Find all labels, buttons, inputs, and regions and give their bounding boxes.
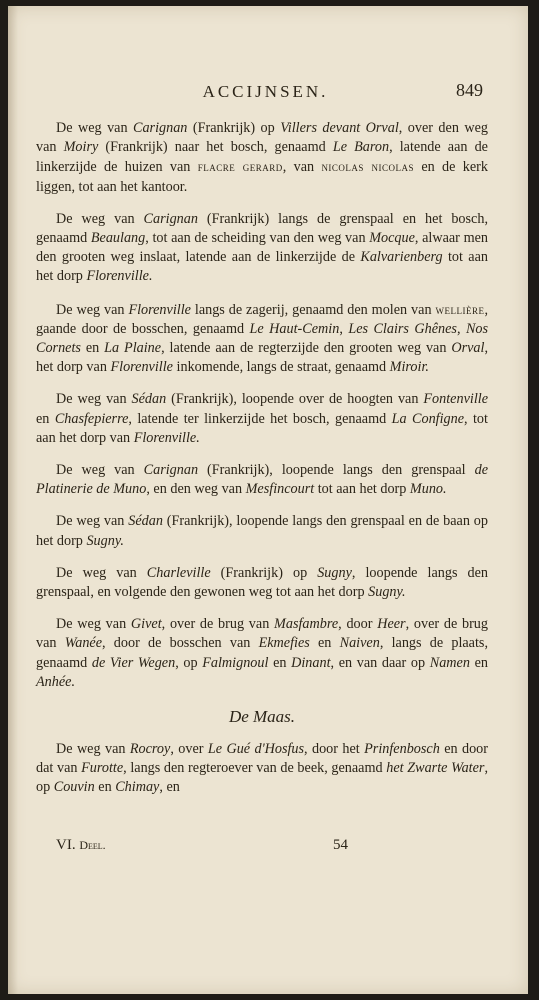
text-run: De weg van bbox=[56, 564, 147, 581]
italic-text: Mesfincourt bbox=[245, 481, 315, 498]
italic-text: Heer bbox=[377, 616, 406, 633]
text-run: De weg van bbox=[56, 616, 131, 633]
signature-mark bbox=[56, 837, 106, 854]
text-run: , bbox=[456, 320, 466, 337]
paragraphs-before-heading bbox=[36, 119, 488, 692]
italic-text: Falmignoul bbox=[202, 654, 269, 671]
text-run: langs de zagerij, genaamd den molen van bbox=[190, 301, 436, 318]
text-run: , door de bosschen van bbox=[102, 635, 259, 652]
text-run: en bbox=[469, 654, 488, 671]
text-run: (Frankrijk) op bbox=[210, 564, 318, 581]
text-run: (Frankrijk) naar het bosch, genaamd bbox=[98, 139, 333, 156]
italic-text: de Vier Wegen bbox=[91, 654, 176, 671]
text-run: De weg van bbox=[56, 301, 129, 318]
text-run: , latende aan de linkerzijde de huizen van bbox=[36, 139, 488, 176]
text-run: tot aan het dorp bbox=[36, 249, 488, 285]
italic-text: Nos Cornets bbox=[36, 320, 489, 357]
text-run: , op bbox=[36, 760, 488, 796]
paragraphs-after-heading bbox=[36, 740, 488, 798]
italic-text: de Platinerie de Muno bbox=[36, 462, 488, 498]
text-run: , en van daar op bbox=[330, 654, 430, 671]
text-run: , latende ter linkerzijde het bosch, genaamd bbox=[128, 410, 392, 427]
paragraph bbox=[36, 119, 488, 197]
running-title: ACCIJNSEN. bbox=[202, 82, 329, 101]
paragraph bbox=[36, 300, 488, 378]
italic-text: Miroir. bbox=[389, 359, 429, 376]
italic-text: Les Clairs Ghênes bbox=[348, 320, 457, 337]
page-number: 849 bbox=[456, 80, 483, 100]
page-footer bbox=[56, 837, 486, 859]
book-page bbox=[8, 6, 528, 994]
page-header bbox=[48, 78, 483, 108]
italic-text: Fontenville bbox=[423, 391, 488, 408]
italic-text: Dinant bbox=[291, 654, 331, 671]
italic-text: Muno. bbox=[409, 481, 447, 498]
text-run: , gaande door de bosschen, genaamd bbox=[36, 301, 488, 337]
text-run: tot aan het dorp bbox=[314, 481, 410, 498]
italic-text: Moiry bbox=[63, 139, 99, 156]
italic-text: Namen bbox=[429, 654, 470, 671]
text-run: , over de brug van bbox=[161, 616, 275, 633]
italic-text: Villers devant Orval bbox=[280, 120, 399, 136]
text-run: , en den weg van bbox=[146, 481, 246, 498]
text-run: (Frankrijk), loopende langs den grenspaal en de baan op het dorp bbox=[36, 513, 488, 549]
text-run: De weg van bbox=[56, 513, 129, 530]
text-run: , over bbox=[170, 741, 208, 758]
text-run: , bbox=[339, 320, 349, 337]
text-run: (Frankrijk) op bbox=[187, 120, 281, 136]
text-run: , latende aan de regterzijde den grooten weg van bbox=[161, 340, 452, 357]
italic-text: Le Gué d'Hosfus bbox=[207, 741, 305, 758]
paragraph bbox=[36, 740, 488, 798]
italic-text: Carignan bbox=[143, 462, 199, 479]
small-caps-text: flacre gerard bbox=[197, 159, 283, 175]
text-run: en bbox=[80, 340, 105, 357]
italic-text: Le Haut-Cemin bbox=[249, 320, 340, 337]
italic-text: Florenville. bbox=[133, 429, 200, 446]
text-run: en de kerk liggen, tot aan het kantoor. bbox=[36, 159, 488, 195]
italic-text: Prinfenbosch bbox=[364, 741, 440, 758]
italic-text: La Configne bbox=[391, 410, 465, 427]
italic-text: Ekmefies bbox=[258, 635, 310, 652]
text-run: en door dat van bbox=[36, 741, 488, 777]
italic-text: Sédan bbox=[128, 513, 163, 530]
section-heading: De Maas. bbox=[228, 707, 296, 727]
text-run: , door bbox=[338, 616, 378, 633]
text-run: De weg van bbox=[56, 741, 130, 758]
italic-text: Masfambre bbox=[274, 616, 339, 633]
text-run: , op bbox=[175, 654, 203, 671]
italic-text: Sugny bbox=[317, 564, 352, 581]
text-run: , het dorp van bbox=[36, 340, 488, 376]
text-run: , langs den regteroever van de beek, genaamd bbox=[123, 760, 387, 777]
italic-text: Orval bbox=[451, 340, 485, 357]
italic-text: Chasfepierre bbox=[54, 410, 129, 427]
italic-text: Le Baron bbox=[332, 139, 390, 156]
italic-text: Kalvarienberg bbox=[360, 249, 443, 266]
italic-text: Sugny. bbox=[368, 584, 406, 601]
italic-text: Wanée bbox=[64, 635, 103, 652]
text-run: (Frankrijk), loopende over de hoogten van bbox=[166, 391, 424, 408]
italic-text: Florenville bbox=[128, 301, 191, 318]
paragraph bbox=[36, 512, 488, 550]
italic-text: Rocroy bbox=[129, 741, 171, 758]
italic-text: Chimay bbox=[115, 779, 160, 796]
small-caps-text: wellière bbox=[435, 301, 485, 317]
text-run: , langs de plaats, genaamd bbox=[36, 635, 488, 671]
text-run: De weg van bbox=[56, 391, 132, 408]
paragraph bbox=[36, 390, 488, 448]
text-run: , over den weg van bbox=[36, 120, 488, 156]
part-label: Deel. bbox=[79, 838, 106, 852]
text-run: , en bbox=[159, 779, 180, 796]
italic-text: Givet bbox=[130, 616, 162, 633]
text-run: De weg van bbox=[56, 462, 144, 479]
text-run: , van bbox=[282, 159, 322, 176]
volume-number: VI. bbox=[56, 837, 76, 853]
text-run: , tot aan de scheiding van den weg van bbox=[145, 230, 370, 247]
paragraph bbox=[36, 615, 488, 692]
paragraph bbox=[36, 210, 488, 287]
text-run: (Frankrijk) langs de grenspaal en het bosch, genaamd bbox=[36, 210, 488, 247]
text-run: en bbox=[309, 635, 340, 652]
text-run: De weg van bbox=[56, 210, 144, 227]
text-run: inkomende, langs de straat, genaamd bbox=[172, 359, 390, 376]
body-text bbox=[36, 119, 488, 811]
sheet-number: 54 bbox=[333, 837, 348, 853]
italic-text: Carignan bbox=[133, 120, 188, 136]
italic-text: Sédan bbox=[131, 391, 167, 408]
italic-text: Florenville bbox=[110, 359, 173, 376]
italic-text: Beaulang bbox=[90, 230, 146, 247]
small-caps-text: nicolas nicolas bbox=[321, 159, 414, 175]
italic-text: Couvin bbox=[53, 779, 95, 796]
text-run: , door het bbox=[304, 741, 365, 758]
text-run: en bbox=[36, 410, 55, 427]
paragraph bbox=[36, 564, 488, 602]
italic-text: Carignan bbox=[143, 210, 198, 227]
text-run: en bbox=[94, 779, 116, 796]
text-run: , tot aan het dorp van bbox=[36, 410, 488, 446]
italic-text: Sugny. bbox=[86, 532, 124, 549]
text-run: en bbox=[268, 654, 292, 671]
text-run: De weg van bbox=[56, 120, 133, 136]
text-run: (Frankrijk), loopende langs den grenspaal bbox=[198, 462, 475, 479]
paragraph bbox=[36, 461, 488, 499]
text-run: , alwaar men den grooten weg inslaat, latende aan de linkerzijde de bbox=[36, 230, 488, 266]
text-run: , over de brug van bbox=[36, 616, 488, 652]
text-run: , loopende langs den grenspaal, en volgende den gewonen weg tot aan het dorp bbox=[36, 564, 488, 601]
italic-text: Florenville. bbox=[86, 268, 153, 285]
italic-text: Charleville bbox=[146, 564, 211, 581]
italic-text: het Zwarte Water bbox=[386, 760, 485, 777]
italic-text: Furotte bbox=[81, 760, 124, 777]
italic-text: La Plaine bbox=[104, 340, 162, 357]
italic-text: Anhée. bbox=[36, 673, 75, 690]
italic-text: Naiven bbox=[339, 635, 380, 652]
italic-text: Mocque bbox=[369, 230, 415, 247]
